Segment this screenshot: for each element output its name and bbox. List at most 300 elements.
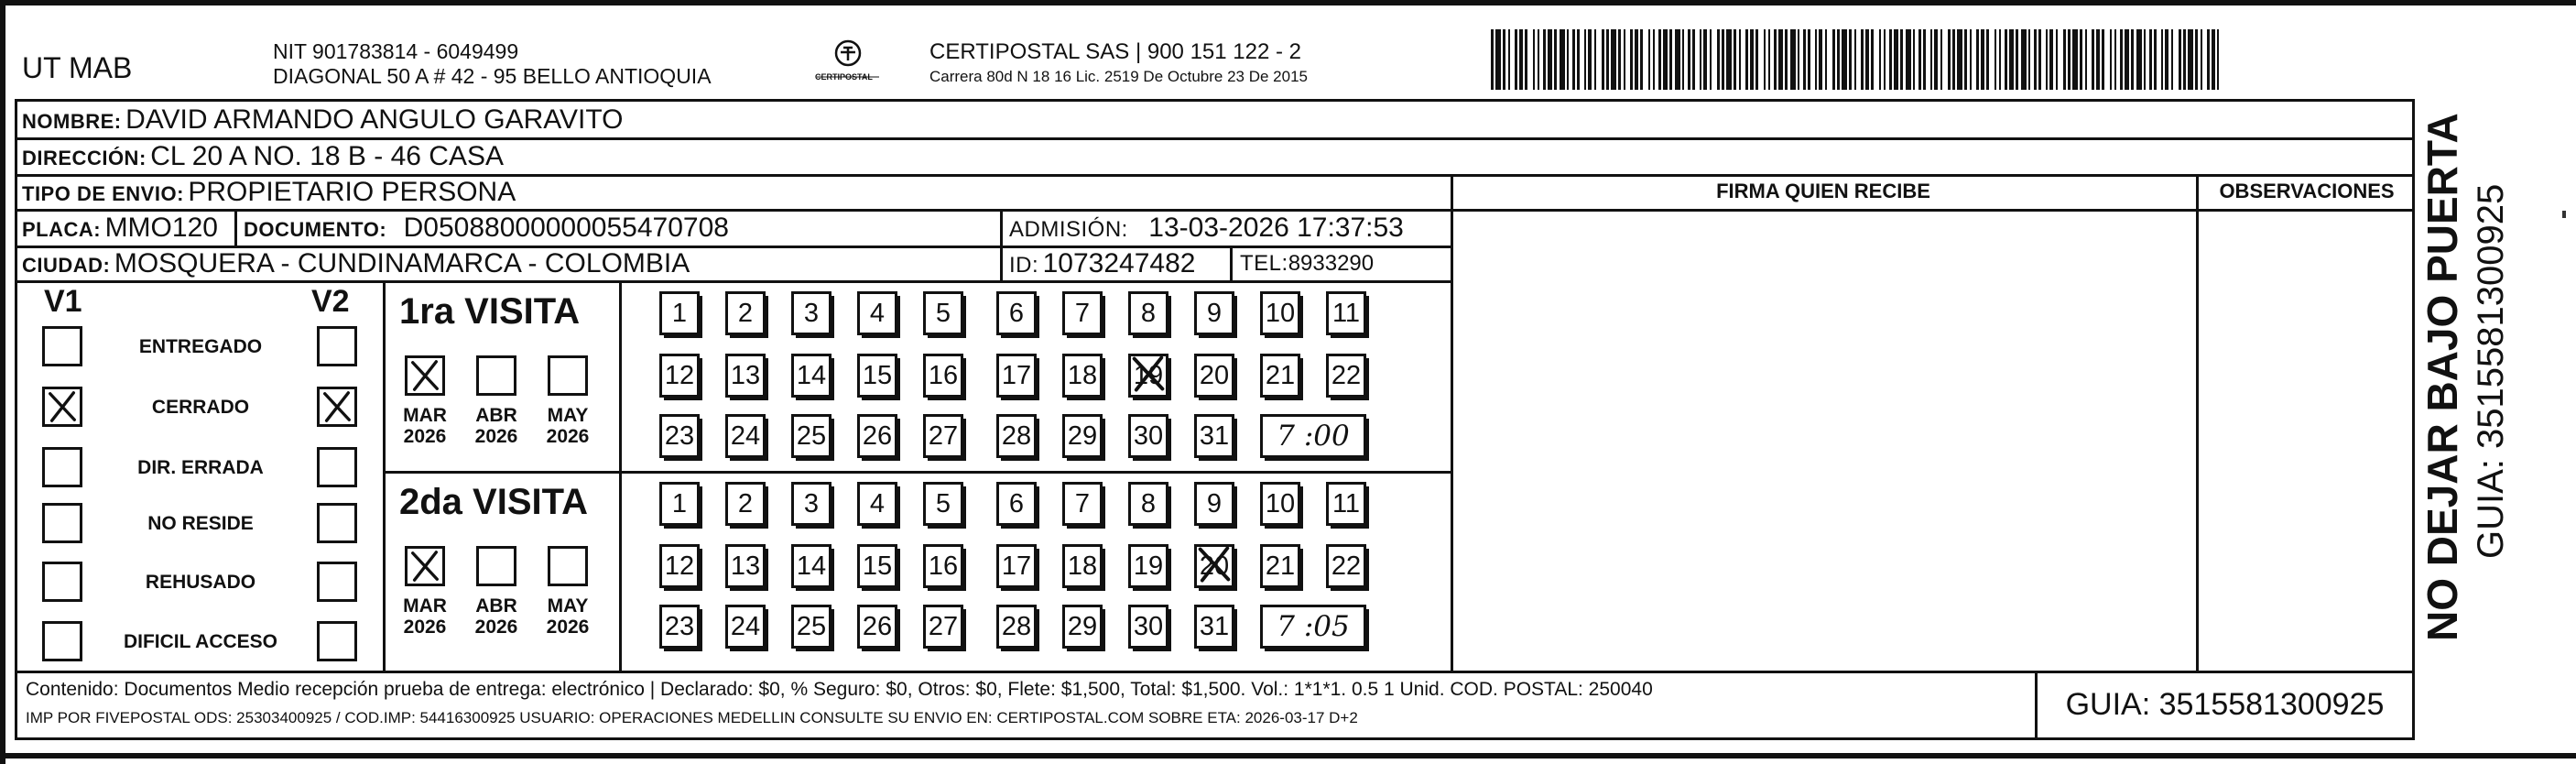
day-number: 27 (928, 420, 959, 451)
month-name: MAR (403, 595, 447, 617)
day-box[interactable] (998, 355, 1035, 396)
barcode-bar (1572, 29, 1575, 90)
barcode-bar (1970, 29, 1972, 90)
v2-checkbox[interactable] (317, 562, 357, 602)
barcode-bar (1879, 29, 1881, 90)
day-box[interactable] (1196, 355, 1233, 396)
day-number: 9 (1206, 488, 1223, 518)
day-box[interactable] (1064, 293, 1101, 333)
day-box[interactable] (1262, 546, 1299, 586)
barcode-bar (2212, 29, 2215, 90)
day-box[interactable] (1064, 546, 1101, 586)
observations-area[interactable] (2199, 212, 2415, 671)
day-box[interactable] (1328, 484, 1364, 524)
barcode-bar (1745, 29, 1748, 90)
barcode-bar (1865, 29, 1869, 90)
day-box[interactable] (661, 606, 698, 647)
barcode-bar (1584, 29, 1586, 90)
do-not-leave-notice: NO DEJAR BAJO PUERTA (2418, 113, 2466, 641)
barcode-bar (1764, 29, 1766, 90)
barcode-bar (2165, 29, 2168, 90)
day-number: 10 (1265, 488, 1296, 518)
sidebar-guide-number: GUIA: 3515581300925 (2471, 183, 2511, 559)
barcode-bar (1648, 29, 1650, 90)
barcode-bar (2136, 29, 2142, 90)
rule-name (15, 137, 2415, 140)
day-box[interactable] (998, 546, 1035, 586)
barcode-bar (1503, 29, 1505, 90)
month-checkbox[interactable] (548, 355, 588, 396)
v1-checkbox[interactable] (42, 326, 82, 366)
barcode-bar (1889, 29, 1892, 90)
day-box[interactable] (661, 293, 698, 333)
day-number: 13 (730, 360, 761, 390)
day-number: 5 (935, 488, 951, 518)
month-label (537, 595, 599, 638)
rule-plate-divider (234, 209, 237, 246)
barcode-bar (1543, 29, 1546, 90)
barcode-bar (2072, 29, 2078, 90)
day-number: 4 (869, 488, 886, 518)
day-number: 7 (1074, 488, 1091, 518)
day-number: 31 (1199, 420, 1230, 451)
barcode-bar (1854, 29, 1856, 90)
recipient-id: 1073247482 (1042, 248, 1196, 278)
barcode-bar (2028, 29, 2030, 90)
document-label: DOCUMENTO: (244, 218, 387, 241)
day-box[interactable] (727, 606, 764, 647)
barcode-bar (1533, 29, 1535, 90)
barcode-bar (1675, 29, 1680, 90)
v2-checkbox[interactable] (317, 326, 357, 366)
day-number: 31 (1199, 611, 1230, 641)
day-box[interactable] (925, 416, 962, 456)
day-box[interactable] (925, 355, 962, 396)
barcode-bar (2068, 29, 2071, 90)
month-label (394, 405, 456, 447)
signature-area[interactable] (1453, 212, 2196, 671)
day-box[interactable] (793, 546, 830, 586)
plate-row (22, 214, 218, 242)
month-checkbox[interactable] (405, 355, 445, 396)
barcode-bar (1663, 29, 1668, 90)
day-number: 9 (1206, 298, 1223, 328)
address-label: DIRECCIÓN: (22, 147, 147, 169)
rule-admission-divider (1000, 209, 1003, 280)
day-box[interactable] (1196, 606, 1233, 647)
day-number: 10 (1265, 298, 1296, 328)
day-box[interactable] (1130, 546, 1167, 586)
day-number: 4 (869, 298, 886, 328)
month-checkbox[interactable] (476, 355, 516, 396)
day-box[interactable] (1328, 293, 1364, 333)
barcode-bar (2171, 29, 2173, 90)
day-number: 25 (796, 420, 827, 451)
month-year: 2026 (546, 617, 590, 638)
day-number: 2 (737, 298, 754, 328)
name-row (22, 106, 624, 134)
day-number: 22 (1331, 360, 1362, 390)
visit-time: 7 :00 (1277, 420, 1350, 453)
month-year: 2026 (403, 426, 447, 448)
day-number: 30 (1133, 420, 1164, 451)
v1-header: V1 (44, 284, 82, 319)
frame-top-border (0, 0, 2576, 5)
tel-row (1240, 253, 1374, 275)
day-number: 30 (1133, 611, 1164, 641)
day-box[interactable] (998, 606, 1035, 647)
city-label: CIUDAD: (22, 254, 111, 277)
barcode-bar (2021, 29, 2027, 90)
status-label: NO RESIDE (147, 513, 254, 534)
day-number: 15 (862, 551, 893, 581)
barcode-bar (2092, 29, 2094, 90)
barcode (1491, 29, 2219, 90)
month-year: 2026 (474, 617, 518, 638)
observations-column-header: OBSERVACIONES (2219, 180, 2395, 202)
month-label (537, 405, 599, 447)
barcode-bar (2120, 29, 2123, 90)
status-label: ENTREGADO (138, 336, 263, 357)
edge-mark (2562, 211, 2566, 218)
day-box[interactable] (998, 293, 1035, 333)
day-box[interactable] (925, 606, 962, 647)
admission-label: ADMISIÓN: (1009, 217, 1128, 242)
city-row (22, 250, 690, 278)
barcode-bar (1808, 29, 1810, 90)
shipment-type-label: TIPO DE ENVIO: (22, 182, 184, 205)
barcode-bar (2038, 29, 2041, 90)
day-box[interactable] (1064, 484, 1101, 524)
barcode-bar (2009, 29, 2014, 90)
barcode-bar (1692, 29, 1695, 90)
day-box[interactable] (1064, 355, 1101, 396)
rule-city (15, 280, 1451, 283)
signature-column-header: FIRMA QUIEN RECIBE (1716, 180, 1930, 202)
barcode-bar (1981, 29, 1984, 90)
day-number: 24 (730, 611, 761, 641)
barcode-bar (1894, 29, 1898, 90)
v2-header: V2 (311, 284, 350, 319)
day-box[interactable] (661, 546, 698, 586)
barcode-bar (1999, 29, 2001, 90)
frame-bottom-border (0, 753, 2576, 759)
barcode-bar (2144, 29, 2146, 90)
month-name: ABR (475, 405, 517, 426)
day-number: 5 (935, 298, 951, 328)
v2-checkbox[interactable] (317, 621, 357, 661)
day-number: 19 (1133, 360, 1164, 390)
day-number: 21 (1265, 551, 1296, 581)
day-box[interactable] (1328, 355, 1364, 396)
day-number: 18 (1067, 551, 1098, 581)
month-year: 2026 (474, 426, 518, 448)
day-box[interactable] (1130, 484, 1167, 524)
barcode-bar (1682, 29, 1684, 90)
barcode-bar (1785, 29, 1788, 90)
barcode-bar (2080, 29, 2082, 90)
barcode-bar (1849, 29, 1852, 90)
barcode-bar (1538, 29, 1539, 90)
print-line: IMP POR FIVEPOSTAL ODS: 25303400925 / COD.IMP: 54416300925 USUARIO: OPERACIONES MEDELLIN CONSULTE SU ENVIO EN: CERTIPOSTAL.COM SOBRE ETA: 2026-03-17 D+2 (26, 709, 1358, 726)
day-number: 1 (671, 488, 688, 518)
month-label (394, 595, 456, 638)
status-label: REHUSADO (145, 572, 256, 593)
barcode-bar (1739, 29, 1741, 90)
v2-checkbox[interactable] (317, 503, 357, 543)
id-row (1009, 250, 1195, 278)
document-row (244, 214, 729, 242)
barcode-bar (2183, 29, 2186, 90)
day-number: 24 (730, 420, 761, 451)
day-box[interactable] (727, 416, 764, 456)
day-number: 23 (664, 611, 695, 641)
visit-time: 7 :05 (1277, 610, 1350, 643)
day-number: 6 (1008, 488, 1025, 518)
barcode-bar (1548, 29, 1552, 90)
barcode-bar (1491, 29, 1494, 90)
month-name: MAY (547, 405, 589, 426)
rule-status-right (383, 280, 386, 672)
month-label (465, 595, 527, 638)
barcode-bar (1755, 29, 1758, 90)
barcode-bar (2154, 29, 2157, 90)
barcode-bar (2201, 29, 2202, 90)
v1-checkbox[interactable] (42, 387, 82, 427)
barcode-bar (2085, 29, 2087, 90)
barcode-bar (1653, 29, 1655, 90)
day-box[interactable] (793, 484, 830, 524)
day-number: 16 (928, 360, 959, 390)
recipient-address: CL 20 A NO. 18 B - 46 CASA (150, 141, 504, 171)
barcode-bar (2131, 29, 2134, 90)
barcode-bar (1918, 29, 1921, 90)
barcode-bar (1618, 29, 1621, 90)
barcode-bar (2125, 29, 2129, 90)
month-year: 2026 (403, 617, 447, 638)
barcode-bar (1554, 29, 1557, 90)
barcode-bar (1803, 29, 1806, 90)
barcode-bar (1606, 29, 1609, 90)
month-name: MAR (403, 405, 447, 426)
day-number: 11 (1331, 298, 1361, 328)
certipostal-logo-text: CERTIPOSTAL (815, 72, 873, 82)
barcode-bar (1798, 29, 1799, 90)
barcode-bar (1525, 29, 1527, 90)
month-checkbox[interactable] (405, 546, 445, 586)
month-checkbox[interactable] (548, 546, 588, 586)
day-box[interactable] (727, 484, 764, 524)
barcode-bar (1726, 29, 1732, 90)
day-box[interactable] (793, 416, 830, 456)
barcode-bar (1837, 29, 1840, 90)
barcode-bar (1934, 29, 1938, 90)
barcode-bar (1560, 29, 1565, 90)
day-box[interactable] (1262, 484, 1299, 524)
day-box[interactable] (1196, 293, 1233, 333)
barcode-bar (1577, 29, 1580, 90)
barcode-bar (2149, 29, 2152, 90)
barcode-bar (2179, 29, 2181, 90)
day-number: 14 (796, 360, 827, 390)
shipment-type-row (22, 179, 516, 206)
day-box[interactable] (793, 293, 830, 333)
barcode-bar (1986, 29, 1989, 90)
barcode-bar (1842, 29, 1847, 90)
barcode-bar (2114, 29, 2116, 90)
day-number: 15 (862, 360, 893, 390)
day-box[interactable] (859, 293, 896, 333)
barcode-bar (1495, 29, 1501, 90)
day-box[interactable] (661, 416, 698, 456)
day-box[interactable] (793, 355, 830, 396)
day-box[interactable] (859, 606, 896, 647)
barcode-bar (1624, 29, 1625, 90)
day-box[interactable] (1196, 416, 1233, 456)
barcode-bar (1930, 29, 1932, 90)
month-checkbox[interactable] (476, 546, 516, 586)
day-number: 27 (928, 611, 959, 641)
month-label (465, 405, 527, 447)
recipient-city: MOSQUERA - CUNDINAMARCA - COLOMBIA (114, 248, 690, 278)
barcode-bar (1906, 29, 1911, 90)
visit-time-box[interactable] (1262, 416, 1364, 456)
day-box[interactable] (1130, 355, 1167, 396)
barcode-bar (1976, 29, 1979, 90)
day-box[interactable] (998, 416, 1035, 456)
day-box[interactable] (859, 484, 896, 524)
recipient-tel: 8933290 (1288, 251, 1375, 276)
id-label: ID: (1009, 253, 1039, 278)
day-box[interactable] (1262, 293, 1299, 333)
day-box[interactable] (793, 606, 830, 647)
address-row (22, 143, 504, 170)
barcode-bar (2217, 29, 2219, 90)
barcode-bar (1913, 29, 1915, 90)
barcode-bar (1900, 29, 1903, 90)
barcode-bar (1630, 29, 1633, 90)
month-name: ABR (475, 595, 517, 617)
barcode-bar (1519, 29, 1523, 90)
day-number: 28 (1001, 420, 1032, 451)
day-number: 12 (664, 360, 695, 390)
barcode-bar (2102, 29, 2104, 90)
v2-checkbox[interactable] (317, 447, 357, 487)
day-number: 8 (1140, 488, 1157, 518)
day-number: 29 (1067, 611, 1098, 641)
barcode-bar (1871, 29, 1874, 90)
day-number: 19 (1133, 551, 1164, 581)
barcode-bar (1658, 29, 1661, 90)
v1-checkbox[interactable] (42, 503, 82, 543)
day-box[interactable] (661, 484, 698, 524)
day-box[interactable] (1130, 416, 1167, 456)
status-label: DIFICIL ACCESO (123, 631, 277, 652)
day-box[interactable] (1196, 484, 1233, 524)
day-box[interactable] (859, 355, 896, 396)
day-box[interactable] (727, 355, 764, 396)
barcode-bar (2005, 29, 2007, 90)
day-number: 11 (1331, 488, 1361, 518)
footer-guide-number: GUIA: 3515581300925 (2065, 687, 2385, 722)
barcode-bar (1774, 29, 1777, 90)
barcode-bar (1722, 29, 1724, 90)
visit-title: 2da VISITA (399, 482, 588, 522)
barcode-bar (1750, 29, 1754, 90)
day-number: 8 (1140, 298, 1157, 328)
day-box[interactable] (859, 546, 896, 586)
day-number: 7 (1074, 298, 1091, 328)
barcode-bar (1508, 29, 1510, 90)
visit-title: 1ra VISITA (399, 291, 581, 332)
v1-checkbox[interactable] (42, 621, 82, 661)
day-box[interactable] (1262, 355, 1299, 396)
day-box[interactable] (1328, 546, 1364, 586)
barcode-bar (1948, 29, 1951, 90)
day-box[interactable] (925, 484, 962, 524)
day-box[interactable] (1130, 606, 1167, 647)
day-box[interactable] (859, 416, 896, 456)
admission-row (1009, 214, 1404, 242)
day-number: 1 (671, 298, 688, 328)
barcode-bar (2161, 29, 2163, 90)
barcode-bar (1790, 29, 1796, 90)
barcode-bar (1768, 29, 1770, 90)
day-box[interactable] (1196, 546, 1233, 586)
day-cross-mark (1194, 544, 1234, 588)
visit-time-box[interactable] (1262, 606, 1364, 647)
barcode-bar (1710, 29, 1712, 90)
day-box[interactable] (925, 546, 962, 586)
day-number: 3 (803, 488, 820, 518)
rule-tel-divider (1230, 246, 1233, 280)
day-number: 29 (1067, 420, 1098, 451)
v2-checkbox[interactable] (317, 387, 357, 427)
v1-checkbox[interactable] (42, 447, 82, 487)
day-box[interactable] (1064, 416, 1101, 456)
day-number: 13 (730, 551, 761, 581)
day-box[interactable] (727, 293, 764, 333)
day-number: 22 (1331, 551, 1362, 581)
plate-value: MMO120 (104, 213, 218, 243)
day-box[interactable] (998, 484, 1035, 524)
day-box[interactable] (1130, 293, 1167, 333)
day-number: 12 (664, 551, 695, 581)
day-number: 2 (737, 488, 754, 518)
day-number: 26 (862, 420, 893, 451)
contents-line: Contenido: Documentos Medio recepción prueba de entrega: electrónico | Declarado: $0, % Seguro: $0, Otros: $0, Flete: $1,500, Total: $1,500. Vol.: 1*1*1. 0.5 1 Unid. COD. POSTAL: 250040 (26, 679, 1653, 700)
day-box[interactable] (1064, 606, 1101, 647)
day-number: 25 (796, 611, 827, 641)
shipment-type: PROPIETARIO PERSONA (188, 177, 516, 207)
day-box[interactable] (661, 355, 698, 396)
tel-label: TEL: (1240, 251, 1288, 276)
barcode-bar (2096, 29, 2100, 90)
barcode-bar (1588, 29, 1592, 90)
v1-checkbox[interactable] (42, 562, 82, 602)
plate-label: PLACA: (22, 218, 102, 241)
day-number: 6 (1008, 298, 1025, 328)
barcode-bar (2046, 29, 2048, 90)
barcode-bar (1703, 29, 1707, 90)
day-number: 18 (1067, 360, 1098, 390)
barcode-bar (1700, 29, 1701, 90)
carrier-name: CERTIPOSTAL SAS | 900 151 122 - 2 (929, 39, 1301, 64)
admission-date: 13-03-2026 17:37:53 (1148, 213, 1404, 243)
day-box[interactable] (727, 546, 764, 586)
day-box[interactable] (925, 293, 962, 333)
rule-footer (15, 671, 2415, 673)
